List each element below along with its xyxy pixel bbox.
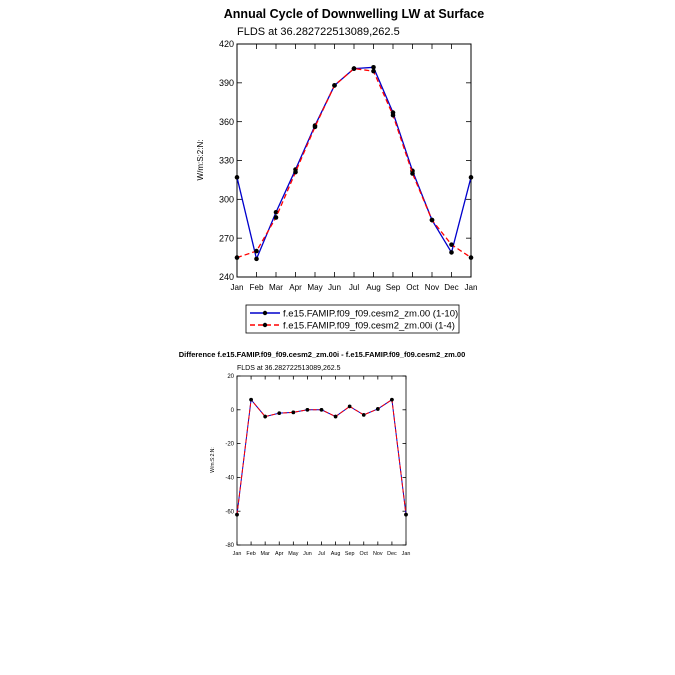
chart1-series-2-point bbox=[313, 125, 318, 130]
chart2-series-2-point bbox=[277, 411, 281, 415]
chart1-xtick-label: Jun bbox=[327, 283, 342, 292]
chart1-xtick-label: Jul bbox=[348, 283, 360, 292]
chart2-series-2-point bbox=[306, 408, 310, 412]
chart2-series-1-line bbox=[237, 400, 406, 515]
legend-marker-series-1 bbox=[263, 311, 267, 315]
chart1-xtick-label: May bbox=[307, 283, 323, 292]
chart2-series-2-point bbox=[348, 405, 352, 409]
chart1-ylabel: W/m:S:2:N: bbox=[196, 139, 205, 181]
chart1-series-2-point bbox=[274, 215, 279, 220]
chart2-xtick-label: Apr bbox=[275, 551, 284, 557]
chart1-xtick-label: Oct bbox=[406, 283, 419, 292]
chart2-xtick-label: Oct bbox=[359, 551, 368, 557]
chart1-series-1-point bbox=[235, 175, 240, 180]
chart2-ytick-label: -80 bbox=[225, 543, 234, 550]
chart2-xtick-label: May bbox=[288, 551, 299, 557]
chart2-series-2-point bbox=[292, 411, 296, 415]
chart2-xtick-label: Jan bbox=[232, 551, 242, 557]
chart2-xtick-label: Sep bbox=[344, 551, 355, 557]
chart1-ytick-label: 330 bbox=[218, 155, 234, 166]
chart1-series-2-point bbox=[352, 66, 357, 71]
chart1-xtick-label: Feb bbox=[249, 283, 264, 292]
chart1-series-2-point bbox=[235, 255, 240, 260]
chart1-xtick-label: Aug bbox=[366, 283, 381, 292]
chart2-series-2-point bbox=[362, 413, 366, 417]
chart1-xtick-label: Nov bbox=[424, 283, 440, 292]
chart2-series-2-point bbox=[376, 407, 380, 411]
chart1-series-2-point bbox=[293, 170, 298, 175]
chart2-ytick-label: -40 bbox=[225, 475, 234, 482]
chart1-xtick-label: Jan bbox=[464, 283, 478, 292]
chart2-xtick-label: Jan bbox=[401, 551, 411, 557]
chart1-xtick-label: Sep bbox=[385, 283, 401, 292]
chart2-xtick-label: Jun bbox=[303, 551, 312, 557]
legend-marker-series-2 bbox=[263, 323, 267, 327]
chart1-xtick-label: Dec bbox=[444, 283, 459, 292]
legend-label-series-2: f.e15.FAMIP.f09_f09.cesm2_zm.00i (1-4) bbox=[283, 320, 455, 332]
chart2-series-2-point bbox=[334, 415, 338, 419]
chart2-ytick-label: 0 bbox=[230, 407, 234, 414]
chart2-series-2-point bbox=[390, 398, 394, 402]
legend-label-series-1: f.e15.FAMIP.f09_f09.cesm2_zm.00 (1-10) bbox=[283, 308, 459, 320]
chart1-series-2-line bbox=[237, 69, 471, 258]
chart1-series-2-point bbox=[449, 242, 454, 247]
chart1-title: Annual Cycle of Downwelling LW at Surface bbox=[223, 7, 485, 21]
chart2-ytick-label: -60 bbox=[225, 509, 234, 516]
chart1-ytick-label: 240 bbox=[218, 272, 234, 283]
chart2-ytick-label: -20 bbox=[225, 441, 234, 448]
chart1-series-2-point bbox=[254, 249, 259, 254]
chart2-plot-frame bbox=[237, 376, 406, 545]
chart1-series-1-point bbox=[469, 175, 474, 180]
chart1-series-2-point bbox=[430, 218, 435, 223]
chart2-series-2-line bbox=[237, 400, 406, 515]
chart2-series-2-point bbox=[404, 513, 408, 517]
chart2-xtick-label: Mar bbox=[260, 551, 270, 557]
chart1-series-2-point bbox=[332, 83, 337, 88]
chart1-legend bbox=[246, 305, 459, 333]
chart2-title: Difference f.e15.FAMIP.f09_f09.cesm2_zm.00i - f.e15.FAMIP.f09_f09.cesm2_zm.00 bbox=[178, 350, 466, 359]
chart1-ytick-label: 420 bbox=[218, 39, 234, 50]
chart2-ylabel: W/m:S:2:N: bbox=[210, 447, 216, 473]
chart1-series-2-point bbox=[371, 69, 376, 74]
chart2-xtick-label: Aug bbox=[330, 551, 341, 557]
chart1-ytick-label: 360 bbox=[218, 116, 234, 127]
chart1-xtick-label: Apr bbox=[289, 283, 302, 292]
chart1-ytick-label: 270 bbox=[218, 233, 234, 244]
chart1-xtick-label: Jan bbox=[230, 283, 244, 292]
chart1-series-1-point bbox=[449, 250, 454, 255]
chart1-series-2-point bbox=[469, 255, 474, 260]
chart1-subtitle: FLDS at 36.282722513089,262.5 bbox=[237, 26, 400, 38]
chart2-marks bbox=[225, 374, 410, 557]
chart2-xtick-label: Jul bbox=[318, 551, 325, 557]
chart1-ytick-label: 300 bbox=[218, 194, 234, 205]
chart2-ytick-label: 20 bbox=[227, 374, 234, 381]
chart2-subtitle: FLDS at 36.282722513089,262.5 bbox=[237, 365, 341, 372]
chart2-xtick-label: Feb bbox=[246, 551, 256, 557]
chart2-series-2-point bbox=[263, 415, 267, 419]
chart1-series-2-point bbox=[391, 113, 396, 118]
chart1-plot-frame bbox=[237, 44, 471, 277]
chart2-series-2-point bbox=[320, 408, 324, 412]
chart2-series-2-point bbox=[235, 513, 239, 517]
chart1-ytick-label: 390 bbox=[218, 77, 234, 88]
chart1-series-2-point bbox=[410, 171, 415, 176]
chart2-xtick-label: Nov bbox=[373, 551, 383, 557]
chart1-series-1-line bbox=[237, 67, 471, 259]
chart2-xtick-label: Dec bbox=[387, 551, 397, 557]
chart1-xtick-label: Mar bbox=[269, 283, 283, 292]
chart1-marks bbox=[219, 39, 478, 292]
chart2-series-2-point bbox=[249, 398, 253, 402]
chart1-series-1-point bbox=[254, 257, 259, 262]
